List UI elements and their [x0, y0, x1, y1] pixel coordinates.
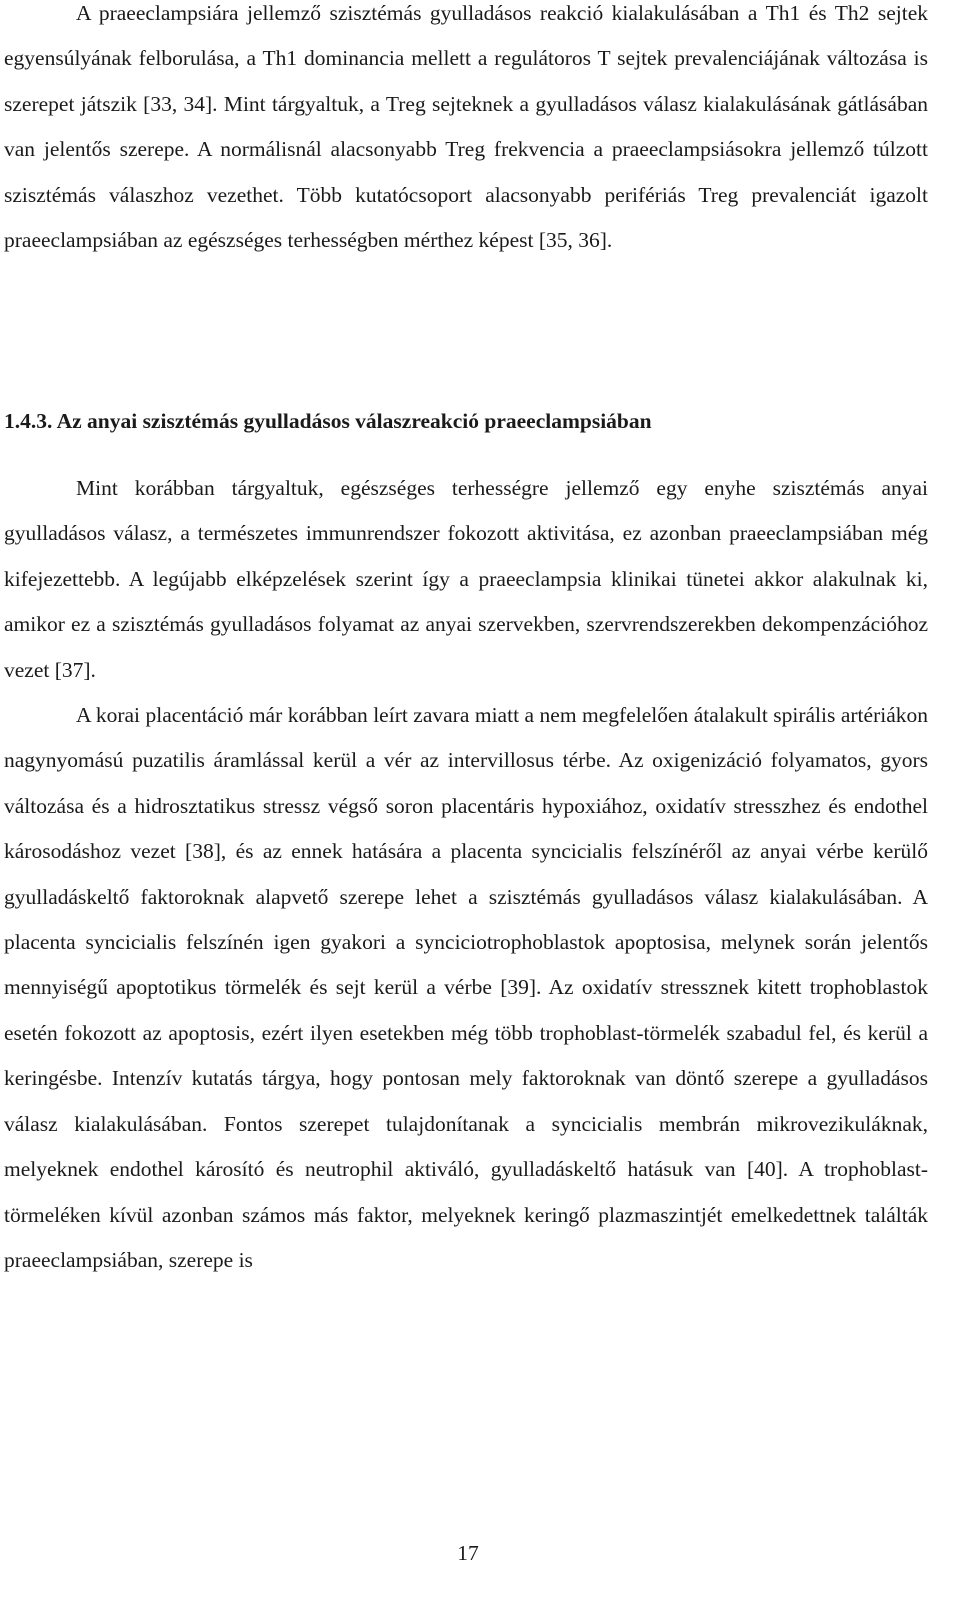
- document-page: [4, 0, 928, 1272]
- body-paragraph: Mint korábban tárgyaltuk, egészséges terhességre jellemző egy enyhe szisztémás anyai gyulladásos válasz, a természetes immunrendszer fokozott aktivitása, ez azonban praeeclampsiában még kifejezettebb. A legújabb elképzelések szerint így a praeeclampsia klinikai tünetei akkor alakulnak ki, amikor ez a szisztémás gyulladásos folyamat az anyai szervekben, szervrendszerekben dekompenzációhoz vezet [37].: [4, 476, 928, 682]
- body-paragraph: A praeeclampsiára jellemző szisztémás gyulladásos reakció kialakulásában a Th1 és Th2 sejtek egyensúlyának felborulása, a Th1 dominancia mellett a regulátoros T sejtek prevalenciájának változása is szerepet játszik [33, 34]. Mint tárgyaltuk, a Treg sejteknek a gyulladásos válasz kialakulásának gátlásában van jelentős szerepe. A normálisnál alacsonyabb Treg frekvencia a praeeclampsiásokra jellemző túlzott szisztémás válaszhoz vezethet. Több kutatócsoport alacsonyabb perifériás Treg prevalenciát igazolt praeeclampsiában az egészséges terhességben mérthez képest [35, 36].: [4, 1, 928, 253]
- section-body: [4, 466, 928, 1283]
- body-paragraph: A korai placentáció már korábban leírt zavara miatt a nem megfelelően átalakult spirális artériákon nagynyomású puzatilis áramlással kerül a vér az intervillosus térbe. Az oxigenizáció folyamatos, gyors változása és a hidrosztatikus stressz végső soron placentáris hypoxiához, oxidatív stresszhez és endothel károsodáshoz vezet [38], és az ennek hatására a placenta syncicialis felszínéről az anyai vérbe kerülő gyulladáskeltő faktoroknak alapvető szerepe lehet a szisztémás gyulladásos válasz kialakulásában. A placenta syncicialis felszínén igen gyakori a synciciotrophoblastok apoptosisa, melynek során jelentős mennyiségű apoptotikus törmelék és sejt kerül a vérbe [39]. Az oxidatív stressznek kitett trophoblastok esetén fokozott az apoptosis, ezért ilyen esetekben még több trophoblast-törmelék szabadul fel, és kerül a keringésbe. Intenzív kutatás tárgya, hogy pontosan mely faktoroknak van döntő szerepe a gyulladásos válasz kialakulásában. Fontos szerepet tulajdonítanak a syncicialis membrán mikrovezikuláknak, melyeknek endothel károsító és neutrophil aktiváló, gyulladáskeltő hatásuk van [40]. A trophoblast-törmeléken kívül azonban számos más faktor, melyeknek keringő plazmaszintjét emelkedettnek találták praeeclampsiában, szerepe is: [4, 703, 928, 1272]
- page-number: 17: [457, 1541, 479, 1565]
- section-heading: 1.4.3. Az anyai szisztémás gyulladásos válaszreakció praeeclampsiában: [4, 409, 652, 433]
